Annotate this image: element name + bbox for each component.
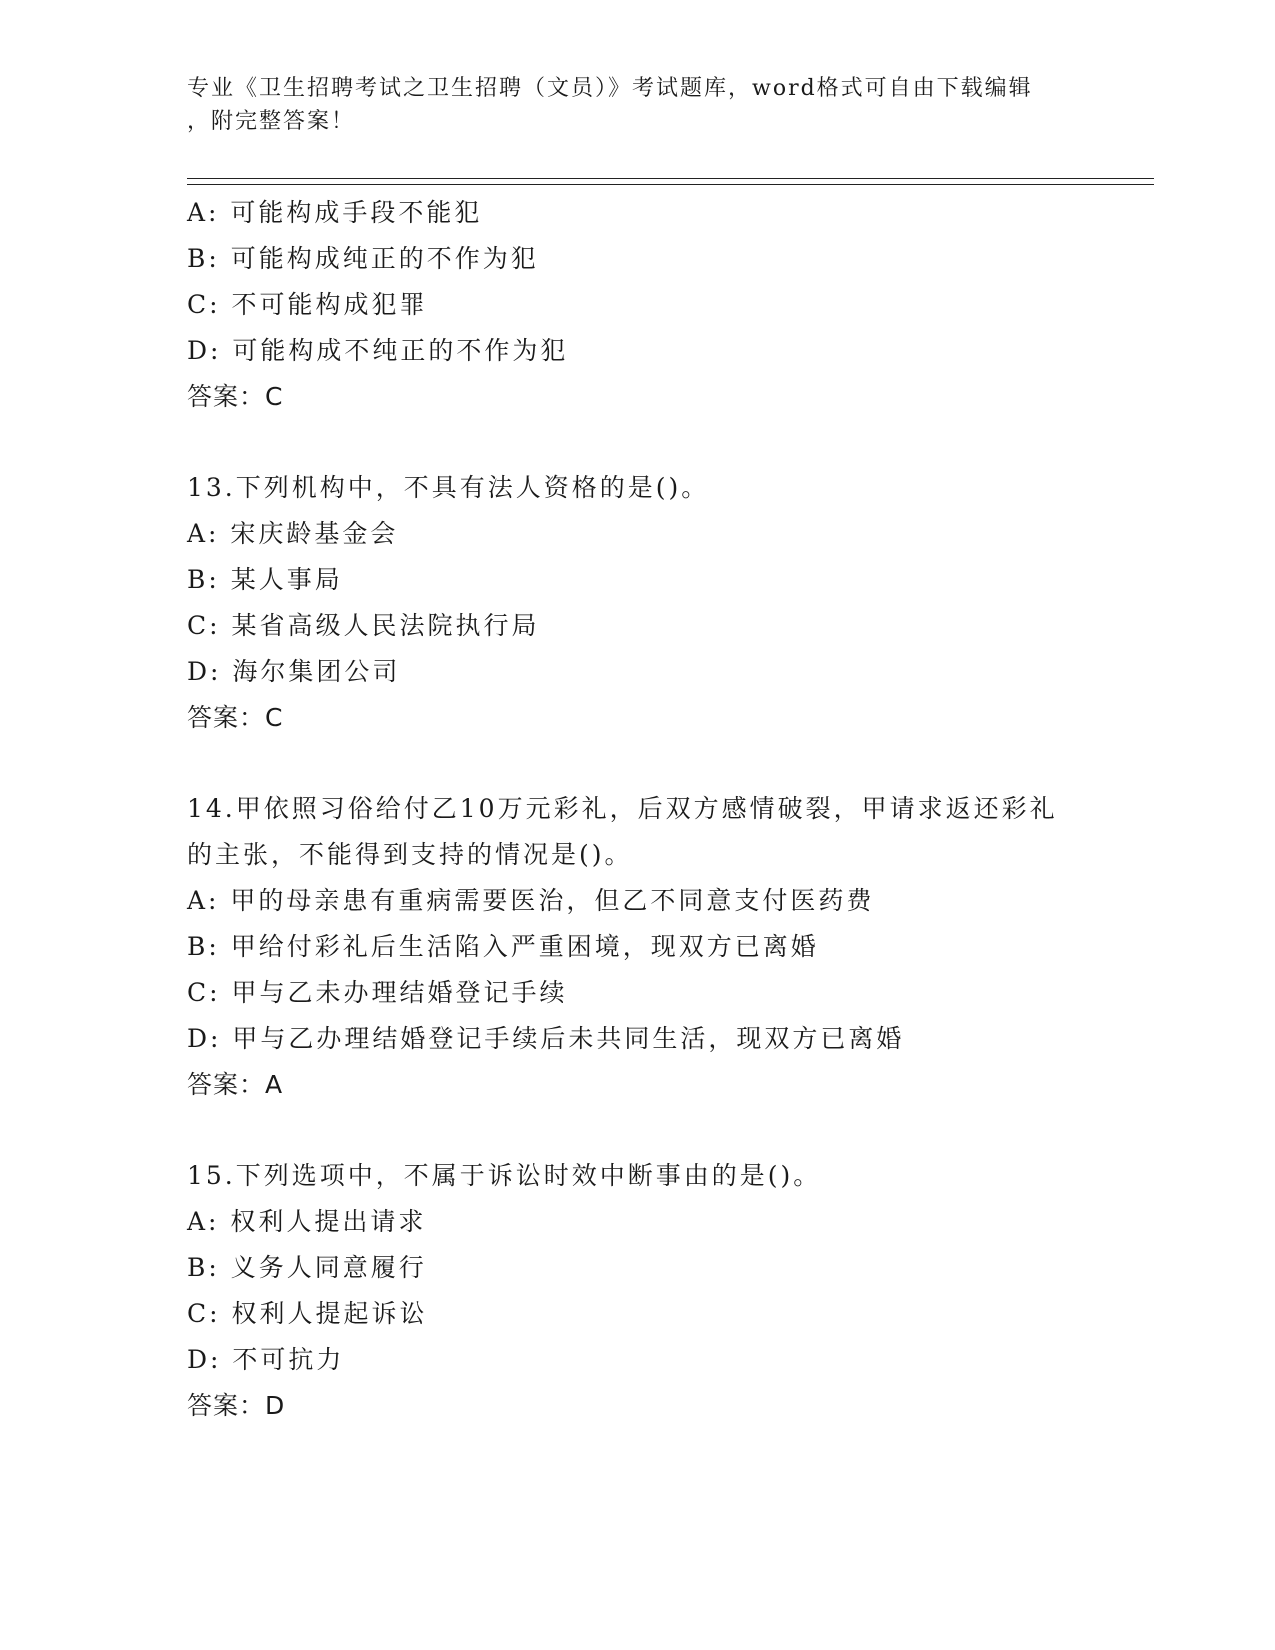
header-divider: [187, 178, 1154, 185]
question-stem: 14.甲依照习俗给付乙10万元彩礼，后双方感情破裂，甲请求返还彩礼的主张，不能得到支持的情况是()。: [187, 794, 1058, 869]
option-a: A: 可能构成手段不能犯: [187, 198, 483, 227]
option-b: B: 义务人同意履行: [187, 1253, 427, 1282]
option-a: A: 宋庆龄基金会: [187, 519, 399, 548]
option-d: D: 海尔集团公司: [187, 657, 401, 686]
option-d: D: 甲与乙办理结婚登记手续后未共同生活，现双方已离婚: [187, 1024, 905, 1053]
option-c: C: 甲与乙未办理结婚登记手续: [187, 978, 568, 1007]
question-stem: 13.下列机构中，不具有法人资格的是()。: [187, 473, 710, 502]
answer-line: 答案：C: [187, 382, 284, 411]
option-c: C: 某省高级人民法院执行局: [187, 611, 540, 640]
answer-line: 答案：C: [187, 703, 284, 732]
question-block-12: [187, 190, 1087, 420]
question-block-13: [187, 465, 1087, 741]
option-d: D: 不可抗力: [187, 1345, 345, 1374]
document-header: [187, 72, 1067, 138]
block-spacer: [187, 1108, 1087, 1153]
question-list: [187, 190, 1087, 1429]
question-block-14: [187, 786, 1087, 1108]
option-b: B: 可能构成纯正的不作为犯: [187, 244, 539, 273]
header-title-line-1: 专业《卫生招聘考试之卫生招聘（文员）》考试题库，word格式可自由下载编辑: [187, 76, 1033, 101]
option-a: A: 权利人提出请求: [187, 1207, 427, 1236]
option-c: C: 不可能构成犯罪: [187, 290, 428, 319]
answer-line: 答案：A: [187, 1070, 284, 1099]
block-spacer: [187, 420, 1087, 465]
option-b: B: 甲给付彩礼后生活陷入严重困境，现双方已离婚: [187, 932, 819, 961]
option-d: D: 可能构成不纯正的不作为犯: [187, 336, 569, 365]
option-b: B: 某人事局: [187, 565, 343, 594]
block-spacer: [187, 741, 1087, 786]
option-c: C: 权利人提起诉讼: [187, 1299, 428, 1328]
question-block-15: [187, 1153, 1087, 1429]
answer-line: 答案：D: [187, 1391, 286, 1420]
header-title-line-2: ，附完整答案！: [187, 109, 356, 134]
question-stem: 15.下列选项中，不属于诉讼时效中断事由的是()。: [187, 1161, 822, 1190]
option-a: A: 甲的母亲患有重病需要医治，但乙不同意支付医药费: [187, 886, 875, 915]
